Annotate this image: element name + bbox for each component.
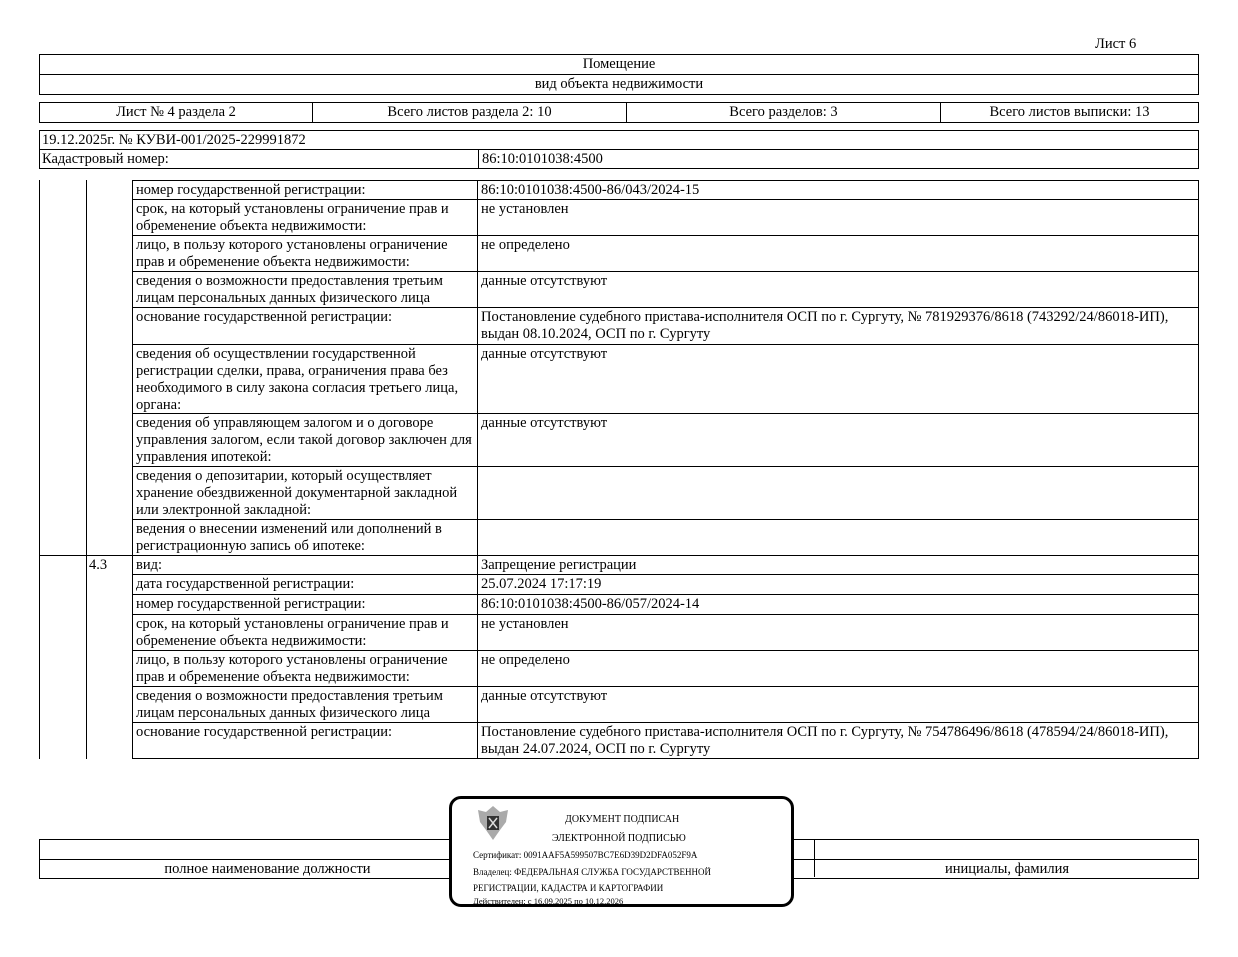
row-spacer xyxy=(39,519,86,556)
table-row xyxy=(39,344,1199,414)
row-spacer xyxy=(39,235,86,272)
row-label: ведения о внесении изменений или дополнений в регистрационную запись об ипотеке: xyxy=(132,519,477,556)
row-value: данные отсутствуют xyxy=(477,344,1199,414)
row-spacer xyxy=(39,594,86,615)
cadastral-label: Кадастровый номер: xyxy=(42,151,169,167)
stamp-owner-1: Владелец: ФЕДЕРАЛЬНАЯ СЛУЖБА ГОСУДАРСТВЕННОЙ xyxy=(473,867,712,877)
row-label: лицо, в пользу которого установлены ограничение прав и обременение объекта недвижимости: xyxy=(132,235,477,272)
stamp-title-1: ДОКУМЕНТ ПОДПИСАН xyxy=(565,814,680,825)
table-row xyxy=(39,180,1199,200)
row-label: основание государственной регистрации: xyxy=(132,722,477,759)
row-spacer xyxy=(39,199,86,236)
row-number: 4.3 xyxy=(86,555,132,575)
row-number xyxy=(86,466,132,520)
row-value: 86:10:0101038:4500-86/043/2024-15 xyxy=(477,180,1199,200)
row-spacer xyxy=(39,271,86,308)
stamp-certificate: Сертификат: 0091AAF5A599507BC7E6D39D2DFA052F9A xyxy=(473,850,698,860)
row-value: Постановление судебного пристава-исполнителя ОСП по г. Сургуту, № 781929376/8618 (743292/24/86018-ИП), выдан 08.10.2024, ОСП по г. Сургуту xyxy=(477,307,1199,345)
row-number xyxy=(86,235,132,272)
row-spacer xyxy=(39,686,86,723)
stamp-title-2: ЭЛЕКТРОННОЙ ПОДПИСЬЮ xyxy=(552,833,686,844)
row-label: номер государственной регистрации: xyxy=(132,180,477,200)
row-label: сведения о возможности предоставления третьим лицам персональных данных физического лица xyxy=(132,686,477,723)
row-label: срок, на который установлены ограничение прав и обременение объекта недвижимости: xyxy=(132,614,477,651)
row-value: данные отсутствуют xyxy=(477,413,1199,467)
sheet-label: Лист 6 xyxy=(1095,36,1137,52)
table-row xyxy=(39,555,1199,575)
e-signature-stamp xyxy=(449,796,794,907)
row-label: основание государственной регистрации: xyxy=(132,307,477,345)
row-label: сведения об управляющем залогом и о договоре управления залогом, если такой договор заключен для управления ипотекой: xyxy=(132,413,477,467)
table-row xyxy=(39,307,1199,345)
row-value: Запрещение регистрации xyxy=(477,555,1199,575)
stamp-owner-2: РЕГИСТРАЦИИ, КАДАСТРА И КАРТОГРАФИИ xyxy=(473,883,664,893)
row-label: дата государственной регистрации: xyxy=(132,574,477,595)
row-value: не установлен xyxy=(477,614,1199,651)
row-number xyxy=(86,574,132,595)
row-number xyxy=(86,722,132,759)
row-spacer xyxy=(39,180,86,200)
row-label: лицо, в пользу которого установлены ограничение прав и обременение объекта недвижимости: xyxy=(132,650,477,687)
row-number xyxy=(86,199,132,236)
row-number xyxy=(86,413,132,467)
row-spacer xyxy=(39,466,86,520)
row-value xyxy=(477,466,1199,520)
row-number xyxy=(86,307,132,345)
row-label: сведения об осуществлении государственной регистрации сделки, права, ограничения права без необходимого в силу закона согласия третьего лица, органа: xyxy=(132,344,477,414)
cadastral-row xyxy=(39,149,1199,169)
row-value xyxy=(477,519,1199,556)
row-number xyxy=(86,686,132,723)
table-row xyxy=(39,686,1199,723)
sheet-number: Лист № 4 раздела 2 xyxy=(116,104,236,120)
table-row xyxy=(39,574,1199,595)
row-spacer xyxy=(39,413,86,467)
object-name: Помещение xyxy=(39,54,1199,75)
row-spacer xyxy=(39,344,86,414)
position-caption: полное наименование должности xyxy=(164,861,371,877)
row-label: срок, на который установлены ограничение прав и обременение объекта недвижимости: xyxy=(132,199,477,236)
row-spacer xyxy=(39,722,86,759)
row-spacer xyxy=(39,555,86,575)
row-value: данные отсутствуют xyxy=(477,686,1199,723)
doc-number: 19.12.2025г. № КУВИ-001/2025-229991872 xyxy=(39,130,1199,150)
row-value: не определено xyxy=(477,235,1199,272)
row-label: номер государственной регистрации: xyxy=(132,594,477,615)
table-row xyxy=(39,519,1199,556)
row-spacer xyxy=(39,307,86,345)
stamp-valid: Действителен: с 16.09.2025 по 10.12.2026 xyxy=(473,896,624,906)
row-value: данные отсутствуют xyxy=(477,271,1199,308)
row-number xyxy=(86,614,132,651)
table-row xyxy=(39,199,1199,236)
row-value: 25.07.2024 17:17:19 xyxy=(477,574,1199,595)
table-row xyxy=(39,413,1199,467)
row-number xyxy=(86,650,132,687)
table-row xyxy=(39,271,1199,308)
row-number xyxy=(86,519,132,556)
sections-total: Всего разделов: 3 xyxy=(626,103,940,122)
row-value: 86:10:0101038:4500-86/057/2024-14 xyxy=(477,594,1199,615)
table-row xyxy=(39,650,1199,687)
object-caption: вид объекта недвижимости xyxy=(39,74,1199,95)
row-spacer xyxy=(39,614,86,651)
table-row xyxy=(39,235,1199,272)
table-row xyxy=(39,594,1199,615)
row-spacer xyxy=(39,650,86,687)
cadastral-value: 86:10:0101038:4500 xyxy=(478,150,603,168)
row-number xyxy=(86,344,132,414)
row-label: сведения о депозитарии, который осуществляет хранение обездвиженной документарной закладной или электронной закладной: xyxy=(132,466,477,520)
row-number xyxy=(86,180,132,200)
table-row xyxy=(39,614,1199,651)
sheets-in-section: Всего листов раздела 2: 10 xyxy=(312,103,626,122)
table-row xyxy=(39,722,1199,759)
coat-of-arms-icon xyxy=(472,802,514,844)
row-value: не определено xyxy=(477,650,1199,687)
row-number xyxy=(86,271,132,308)
row-number xyxy=(86,594,132,615)
sheets-total: Всего листов выписки: 13 xyxy=(940,103,1198,122)
name-caption: инициалы, фамилия xyxy=(944,861,1070,877)
row-label: вид: xyxy=(132,555,477,575)
sheet-info-bar xyxy=(39,102,1199,123)
table-row xyxy=(39,466,1199,520)
row-label: сведения о возможности предоставления третьим лицам персональных данных физического лица xyxy=(132,271,477,308)
row-value: не установлен xyxy=(477,199,1199,236)
row-value: Постановление судебного пристава-исполнителя ОСП по г. Сургуту, № 754786496/8618 (478594/24/86018-ИП), выдан 24.07.2024, ОСП по г. Сургуту xyxy=(477,722,1199,759)
row-spacer xyxy=(39,574,86,595)
